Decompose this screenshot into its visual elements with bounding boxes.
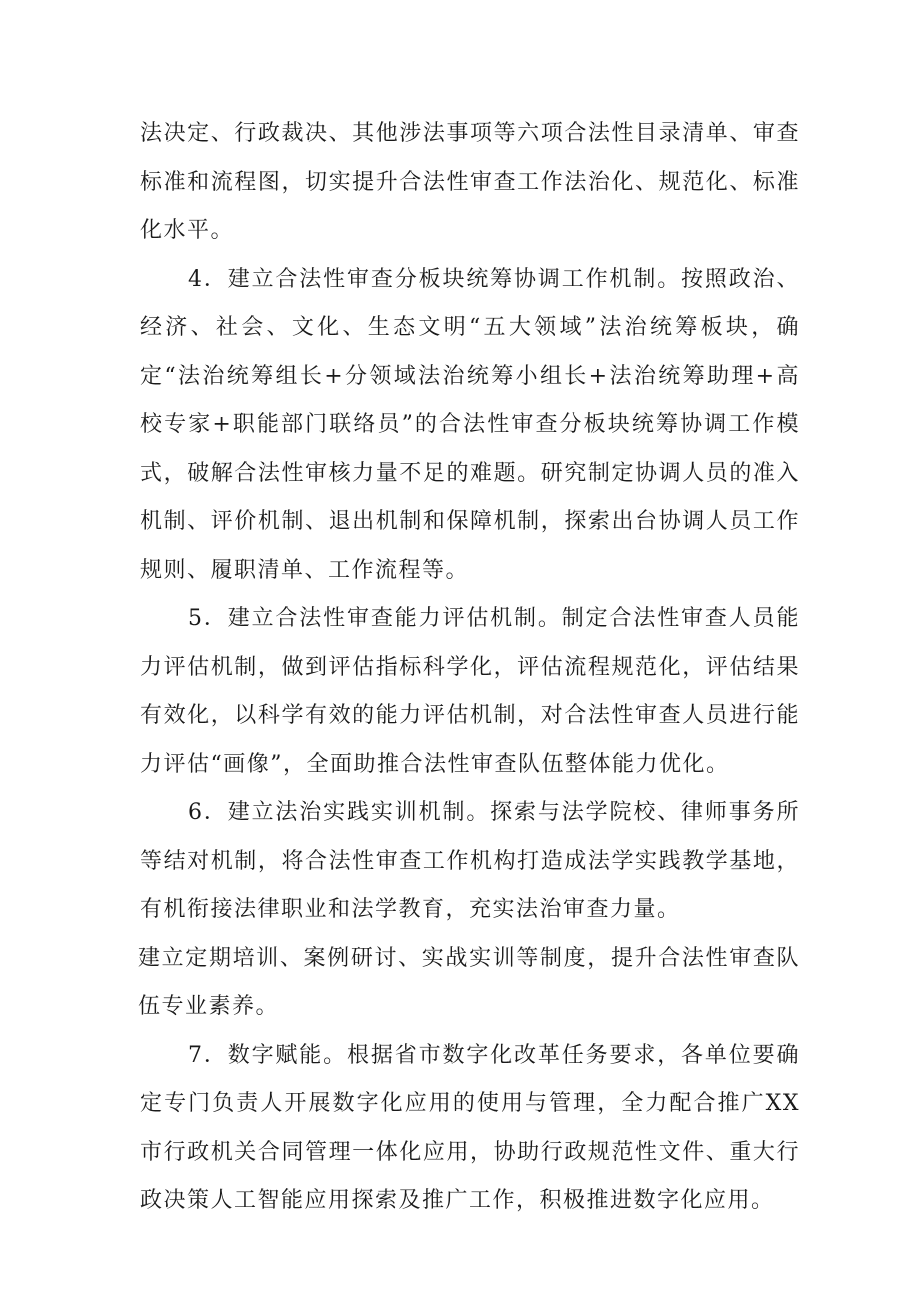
paragraph-continuation: 法决定、行政裁决、其他涉法事项等六项合法性目录清单、审查标准和流程图，切实提升合法性审查工作法治化、规范化、标准化水平。 <box>140 121 800 243</box>
paragraph-item-6: 6．建立法治实践实训机制。探索与法学院校、律师事务所等结对机制，将合法性审查工作机构打造成法学实践教学基地，有机衔接法律职业和法学教育，充实法治审查力量。 <box>140 800 800 922</box>
paragraph-item-7: 7．数字赋能。根据省市数字化改革任务要求，各单位要确定专门负责人开展数字化应用的使用与管理，全力配合推广XX市行政机关合同管理一体化应用，协助行政规范性文件、重大行政决策人工智能应用探索及推广工作，积极推进数字化应用。 <box>140 1042 800 1213</box>
paragraph-item-4: 4．建立合法性审查分板块统筹协调工作机制。按照政治、经济、社会、文化、生态文明“五大领域”法治统筹板块，确定“法治统筹组长+分领域法治统筹小组长+法治统筹助理+高校专家+职能部门联络员”的合法性审查分板块统筹协调工作模式，破解合法性审核力量不足的难题。研究制定协调人员的准入机制、评价机制、退出机制和保障机制，探索出台协调人员工作规则、履职清单、工作流程等。 <box>140 266 800 583</box>
paragraph-item-6-continuation: 建立定期培训、案例研讨、实战实训等制度，提升合法性审查队伍专业素养。 <box>138 945 800 1019</box>
paragraph-item-5: 5．建立合法性审查能力评估机制。制定合法性审查人员能力评估机制，做到评估指标科学化，评估流程规范化，评估结果有效化，以科学有效的能力评估机制，对合法性审查人员进行能力评估“画像”，全面助推合法性审查队伍整体能力优化。 <box>140 606 800 777</box>
document-body <box>140 110 800 1226</box>
